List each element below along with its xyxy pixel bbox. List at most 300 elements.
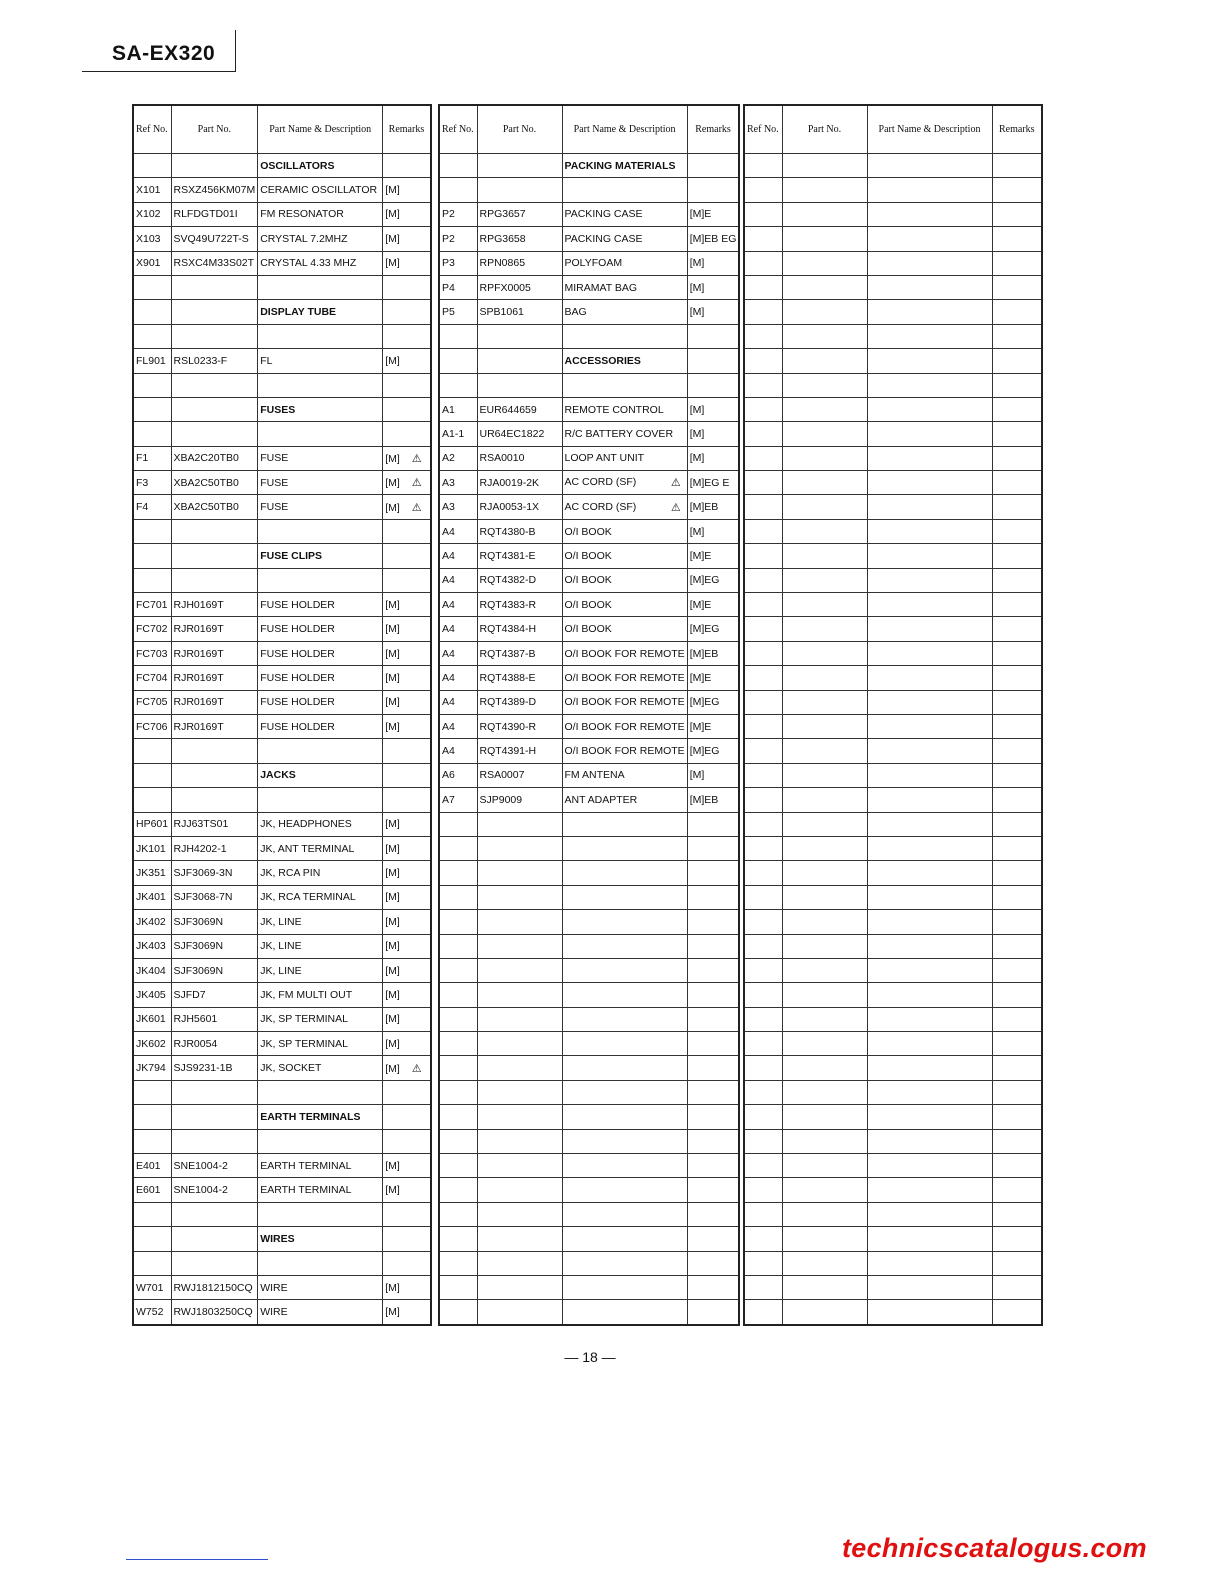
ref-cell	[439, 739, 477, 763]
ref-cell	[439, 910, 477, 934]
part-number-cell	[477, 593, 562, 617]
part-number-cell	[171, 910, 258, 934]
description-cell	[258, 861, 383, 885]
ref-cell	[439, 666, 477, 690]
description-cell	[258, 1080, 383, 1104]
description-cell-text: R/C BATTERY COVER	[564, 427, 674, 440]
description-cell-text: LOOP ANT UNIT	[564, 452, 645, 465]
remarks-cell	[992, 861, 1042, 885]
description-cell	[867, 763, 992, 787]
remarks-cell-text: [M]E	[689, 549, 712, 562]
col-header-remarks: Remarks	[687, 105, 739, 154]
ref-cell-text: E401	[136, 1159, 161, 1172]
description-cell-text: FUSE HOLDER	[260, 696, 335, 709]
remarks-cell-text: [M]	[385, 647, 400, 660]
ref-cell	[744, 568, 782, 592]
description-cell-text: CERAMIC OSCILLATOR	[260, 184, 378, 197]
part-number-cell	[477, 641, 562, 665]
ref-cell	[439, 690, 477, 714]
ref-cell-text: A3	[442, 501, 455, 514]
part-number-cell	[477, 397, 562, 421]
ref-cell	[133, 1032, 171, 1056]
table-row	[133, 1007, 431, 1031]
description-cell	[867, 934, 992, 958]
remarks-cell	[992, 1080, 1042, 1104]
table-row	[744, 154, 1042, 178]
ref-cell	[133, 1202, 171, 1226]
remarks-cell-text: [M]	[385, 1306, 400, 1319]
ref-cell-text: P5	[442, 306, 455, 319]
table-row	[133, 422, 431, 446]
ref-cell	[744, 1056, 782, 1080]
ref-cell-text: FC703	[136, 647, 168, 660]
remarks-cell	[687, 812, 739, 836]
remarks-cell-text: [M]EB	[689, 793, 719, 806]
ref-cell	[133, 958, 171, 982]
part-number-cell	[171, 519, 258, 543]
description-cell	[258, 666, 383, 690]
remarks-cell	[687, 714, 739, 738]
remarks-cell	[383, 373, 431, 397]
description-cell	[562, 227, 687, 251]
table-row	[133, 1154, 431, 1178]
remarks-cell-text: [M]	[689, 403, 705, 416]
ref-cell	[133, 1227, 171, 1251]
ref-cell	[744, 861, 782, 885]
remarks-cell	[992, 593, 1042, 617]
ref-cell	[439, 861, 477, 885]
ref-cell	[439, 568, 477, 592]
parts-table-3	[743, 104, 1043, 1326]
remarks-cell-text: [M]	[385, 208, 400, 221]
description-cell-text: JK, HEADPHONES	[260, 818, 352, 831]
description-cell	[258, 300, 383, 324]
remarks-cell	[687, 934, 739, 958]
col-header-part: Part No.	[782, 105, 867, 154]
remarks-cell	[992, 397, 1042, 421]
remarks-cell	[383, 958, 431, 982]
ref-cell	[439, 1129, 477, 1153]
description-cell	[867, 958, 992, 982]
description-cell	[867, 1227, 992, 1251]
ref-cell	[133, 885, 171, 909]
col-header-desc: Part Name & Description	[562, 105, 687, 154]
description-cell-text: O/I BOOK	[564, 574, 612, 587]
part-number-cell	[477, 1227, 562, 1251]
header-row	[133, 105, 431, 154]
table-row	[744, 349, 1042, 373]
remarks-cell	[992, 763, 1042, 787]
ref-cell	[133, 1105, 171, 1129]
description-cell	[867, 641, 992, 665]
description-cell	[867, 739, 992, 763]
table-row	[133, 1300, 431, 1325]
description-cell	[562, 836, 687, 860]
table-row	[133, 519, 431, 543]
ref-cell	[439, 1154, 477, 1178]
description-cell	[258, 983, 383, 1007]
part-number-cell-text: RSXC4M33S02T	[173, 257, 255, 270]
ref-cell-text: A2	[442, 452, 455, 465]
ref-cell	[439, 275, 477, 299]
ref-cell	[133, 812, 171, 836]
remarks-cell-text: [M]E	[689, 598, 712, 611]
table-row	[439, 227, 739, 251]
part-number-cell	[477, 227, 562, 251]
col-header-part: Part No.	[477, 105, 562, 154]
ref-cell	[439, 1080, 477, 1104]
remarks-cell	[992, 739, 1042, 763]
remarks-cell	[383, 934, 431, 958]
description-cell	[258, 788, 383, 812]
table-row	[439, 1007, 739, 1031]
table-row	[133, 227, 431, 251]
remarks-cell	[383, 1007, 431, 1031]
ref-cell	[133, 275, 171, 299]
ref-cell	[133, 593, 171, 617]
table-row	[133, 910, 431, 934]
ref-cell	[744, 1007, 782, 1031]
table-row	[744, 593, 1042, 617]
remarks-cell	[992, 544, 1042, 568]
part-number-cell	[782, 373, 867, 397]
part-number-cell	[171, 568, 258, 592]
description-cell	[258, 1300, 383, 1325]
table-row	[133, 739, 431, 763]
ref-cell	[744, 714, 782, 738]
part-number-cell	[171, 861, 258, 885]
ref-cell-text: A6	[442, 769, 455, 782]
part-number-cell-text: SJF3069-3N	[173, 867, 233, 880]
part-number-cell	[782, 739, 867, 763]
table-row	[744, 446, 1042, 470]
table-row	[744, 397, 1042, 421]
section-header-row	[439, 154, 739, 178]
table-row	[744, 471, 1042, 495]
ref-cell	[439, 1202, 477, 1226]
description-cell-text: O/I BOOK FOR REMOTE	[564, 647, 685, 660]
remarks-cell	[992, 471, 1042, 495]
remarks-cell-text: [M]EG	[689, 623, 720, 636]
description-cell	[562, 714, 687, 738]
remarks-cell	[383, 812, 431, 836]
part-number-cell	[782, 154, 867, 178]
remarks-cell	[383, 1251, 431, 1275]
part-number-cell	[477, 519, 562, 543]
part-number-cell-text: XBA2C50TB0	[173, 501, 239, 514]
remarks-cell	[992, 1275, 1042, 1299]
ref-cell	[133, 495, 171, 519]
table-row	[439, 1056, 739, 1080]
part-number-cell-text: RQT4384-H	[479, 623, 537, 636]
table-row	[133, 861, 431, 885]
part-number-cell	[782, 568, 867, 592]
part-number-cell	[782, 1154, 867, 1178]
description-cell	[562, 910, 687, 934]
ref-cell	[744, 812, 782, 836]
remarks-cell	[992, 836, 1042, 860]
ref-cell	[744, 593, 782, 617]
ref-cell	[133, 544, 171, 568]
part-number-cell-text: RJA0019-2K	[479, 476, 540, 489]
table-row	[439, 544, 739, 568]
safety-warning-icon: ⚠	[411, 452, 422, 465]
description-cell	[562, 1300, 687, 1325]
part-number-cell	[171, 788, 258, 812]
remarks-cell	[687, 958, 739, 982]
ref-cell	[133, 422, 171, 446]
part-number-cell	[782, 446, 867, 470]
description-cell	[867, 324, 992, 348]
watermark-link[interactable]: technicscatalogus.com	[842, 1533, 1147, 1563]
description-cell	[258, 495, 383, 519]
safety-warning-icon: ⚠	[670, 501, 681, 514]
part-number-cell-text: RSL0233-F	[173, 354, 228, 367]
part-number-cell-text: RJR0169T	[173, 720, 224, 733]
part-number-cell	[782, 641, 867, 665]
remarks-cell	[383, 471, 431, 495]
table-row	[744, 275, 1042, 299]
remarks-cell	[992, 666, 1042, 690]
table-row	[439, 495, 739, 519]
ref-cell	[133, 788, 171, 812]
table-row	[133, 1178, 431, 1202]
part-number-cell	[782, 666, 867, 690]
description-cell	[258, 885, 383, 909]
table-row	[439, 1129, 739, 1153]
part-number-cell	[171, 471, 258, 495]
remarks-cell-text: [M]	[689, 427, 705, 440]
part-number-cell	[477, 349, 562, 373]
part-number-cell	[171, 1251, 258, 1275]
ref-cell	[133, 373, 171, 397]
description-cell-text: JK, ANT TERMINAL	[260, 842, 355, 855]
ref-cell-text: JK794	[136, 1062, 166, 1075]
part-number-cell	[171, 1080, 258, 1104]
ref-cell	[744, 910, 782, 934]
ref-cell	[133, 1129, 171, 1153]
part-number-cell-text: RJR0169T	[173, 647, 224, 660]
ref-cell	[133, 1178, 171, 1202]
part-number-cell	[477, 1178, 562, 1202]
part-number-cell-text: SJF3069N	[173, 964, 224, 977]
section-header-row	[133, 544, 431, 568]
ref-cell	[744, 446, 782, 470]
description-cell	[258, 446, 383, 470]
remarks-cell	[383, 251, 431, 275]
table-row	[439, 251, 739, 275]
part-number-cell	[477, 1202, 562, 1226]
part-number-cell	[477, 690, 562, 714]
ref-cell	[439, 227, 477, 251]
ref-cell	[439, 836, 477, 860]
remarks-cell	[383, 544, 431, 568]
description-cell	[867, 227, 992, 251]
ref-cell-text: FC702	[136, 623, 168, 636]
ref-cell-text: P4	[442, 281, 455, 294]
part-number-cell	[171, 1178, 258, 1202]
remarks-cell-text: [M]	[385, 940, 400, 953]
table-row	[744, 983, 1042, 1007]
description-cell	[258, 227, 383, 251]
remarks-cell-text: [M]	[385, 964, 400, 977]
table-row	[439, 324, 739, 348]
ref-cell	[744, 739, 782, 763]
remarks-cell-text: [M]	[385, 818, 400, 831]
part-number-cell	[477, 1032, 562, 1056]
description-cell	[258, 1227, 383, 1251]
description-cell-text: FUSE	[260, 476, 289, 489]
ref-cell-text: JK101	[136, 842, 166, 855]
description-cell	[258, 178, 383, 202]
remarks-cell	[687, 178, 739, 202]
description-cell-text: JK, RCA PIN	[260, 867, 321, 880]
remarks-cell	[383, 1105, 431, 1129]
remarks-cell	[687, 422, 739, 446]
remarks-cell	[383, 227, 431, 251]
description-cell	[562, 202, 687, 226]
part-number-cell	[171, 1056, 258, 1080]
description-cell	[867, 202, 992, 226]
remarks-cell	[992, 617, 1042, 641]
part-number-cell	[171, 373, 258, 397]
remarks-cell	[687, 1202, 739, 1226]
table-row	[439, 788, 739, 812]
description-cell	[258, 1202, 383, 1226]
description-cell	[867, 1056, 992, 1080]
remarks-cell	[992, 885, 1042, 909]
description-cell	[562, 1202, 687, 1226]
table-row	[439, 275, 739, 299]
table-row	[439, 885, 739, 909]
col-header-ref: Ref No.	[744, 105, 782, 154]
description-cell	[867, 1251, 992, 1275]
part-number-cell	[171, 739, 258, 763]
part-number-cell-text: SNE1004-2	[173, 1159, 228, 1172]
part-number-cell	[782, 861, 867, 885]
description-cell	[867, 275, 992, 299]
ref-cell	[744, 202, 782, 226]
table-row	[133, 690, 431, 714]
part-number-cell	[477, 202, 562, 226]
part-number-cell-text: UR64EC1822	[479, 427, 545, 440]
part-number-cell	[477, 495, 562, 519]
remarks-cell-text: [M]EB	[689, 501, 719, 514]
part-number-cell	[782, 202, 867, 226]
ref-cell	[439, 641, 477, 665]
ref-cell	[439, 519, 477, 543]
table-row	[744, 300, 1042, 324]
ref-cell-text: A4	[442, 525, 455, 538]
table-row	[133, 495, 431, 519]
remarks-cell	[687, 324, 739, 348]
remarks-cell	[992, 202, 1042, 226]
ref-cell-text: FL901	[136, 354, 166, 367]
part-number-cell	[171, 1032, 258, 1056]
table-row	[744, 666, 1042, 690]
table-row	[439, 958, 739, 982]
description-cell	[867, 593, 992, 617]
table-row	[133, 202, 431, 226]
table-row	[744, 1105, 1042, 1129]
part-number-cell	[782, 812, 867, 836]
part-number-cell	[477, 739, 562, 763]
ref-cell	[133, 1300, 171, 1325]
header-rule-vertical	[235, 30, 236, 72]
ref-cell	[744, 958, 782, 982]
description-cell	[258, 739, 383, 763]
ref-cell	[744, 324, 782, 348]
description-cell	[562, 1007, 687, 1031]
description-cell-text: FUSE	[260, 501, 289, 514]
description-cell	[562, 1154, 687, 1178]
part-number-cell	[782, 1275, 867, 1299]
table-row	[133, 1202, 431, 1226]
remarks-cell	[992, 1227, 1042, 1251]
part-number-cell	[782, 617, 867, 641]
remarks-cell-text: [M]	[385, 598, 400, 611]
description-cell	[867, 544, 992, 568]
description-cell-text: ANT ADAPTER	[564, 793, 638, 806]
part-number-cell-text: RPG3657	[479, 208, 526, 221]
remarks-cell-text: [M]E	[689, 720, 712, 733]
ref-cell	[439, 300, 477, 324]
table-row	[744, 568, 1042, 592]
remarks-cell	[383, 349, 431, 373]
description-cell	[258, 1105, 383, 1129]
table-row	[439, 983, 739, 1007]
ref-cell	[439, 934, 477, 958]
ref-cell-text: X101	[136, 184, 161, 197]
ref-cell-text: A7	[442, 793, 455, 806]
part-number-cell-text: SJFD7	[173, 988, 206, 1001]
remarks-cell	[383, 1032, 431, 1056]
part-number-cell-text: RWJ1812150CQ	[173, 1281, 253, 1294]
ref-cell	[439, 763, 477, 787]
ref-cell	[439, 202, 477, 226]
part-number-cell	[477, 1105, 562, 1129]
part-number-cell	[782, 763, 867, 787]
description-cell-text: JK, LINE	[260, 915, 302, 928]
remarks-cell	[992, 983, 1042, 1007]
remarks-cell	[383, 1300, 431, 1325]
ref-cell	[133, 202, 171, 226]
table-row	[439, 690, 739, 714]
part-number-cell	[782, 227, 867, 251]
header-row	[439, 105, 739, 154]
table-row	[133, 1275, 431, 1299]
remarks-cell	[992, 519, 1042, 543]
description-cell-text: WIRES	[260, 1232, 295, 1245]
description-cell	[867, 178, 992, 202]
part-number-cell-text: SVQ49U722T-S	[173, 232, 249, 245]
description-cell	[562, 300, 687, 324]
ref-cell	[744, 495, 782, 519]
ref-cell	[439, 812, 477, 836]
description-cell-text: WIRE	[260, 1306, 288, 1319]
part-number-cell	[782, 934, 867, 958]
ref-cell	[744, 397, 782, 421]
remarks-cell-text: [M]	[385, 1062, 400, 1075]
description-cell	[562, 788, 687, 812]
remarks-cell	[383, 446, 431, 470]
description-cell-text: PACKING CASE	[564, 208, 643, 221]
table-row	[744, 373, 1042, 397]
ref-cell-text: JK602	[136, 1037, 166, 1050]
remarks-cell	[992, 154, 1042, 178]
description-cell	[258, 1275, 383, 1299]
ref-cell	[439, 544, 477, 568]
